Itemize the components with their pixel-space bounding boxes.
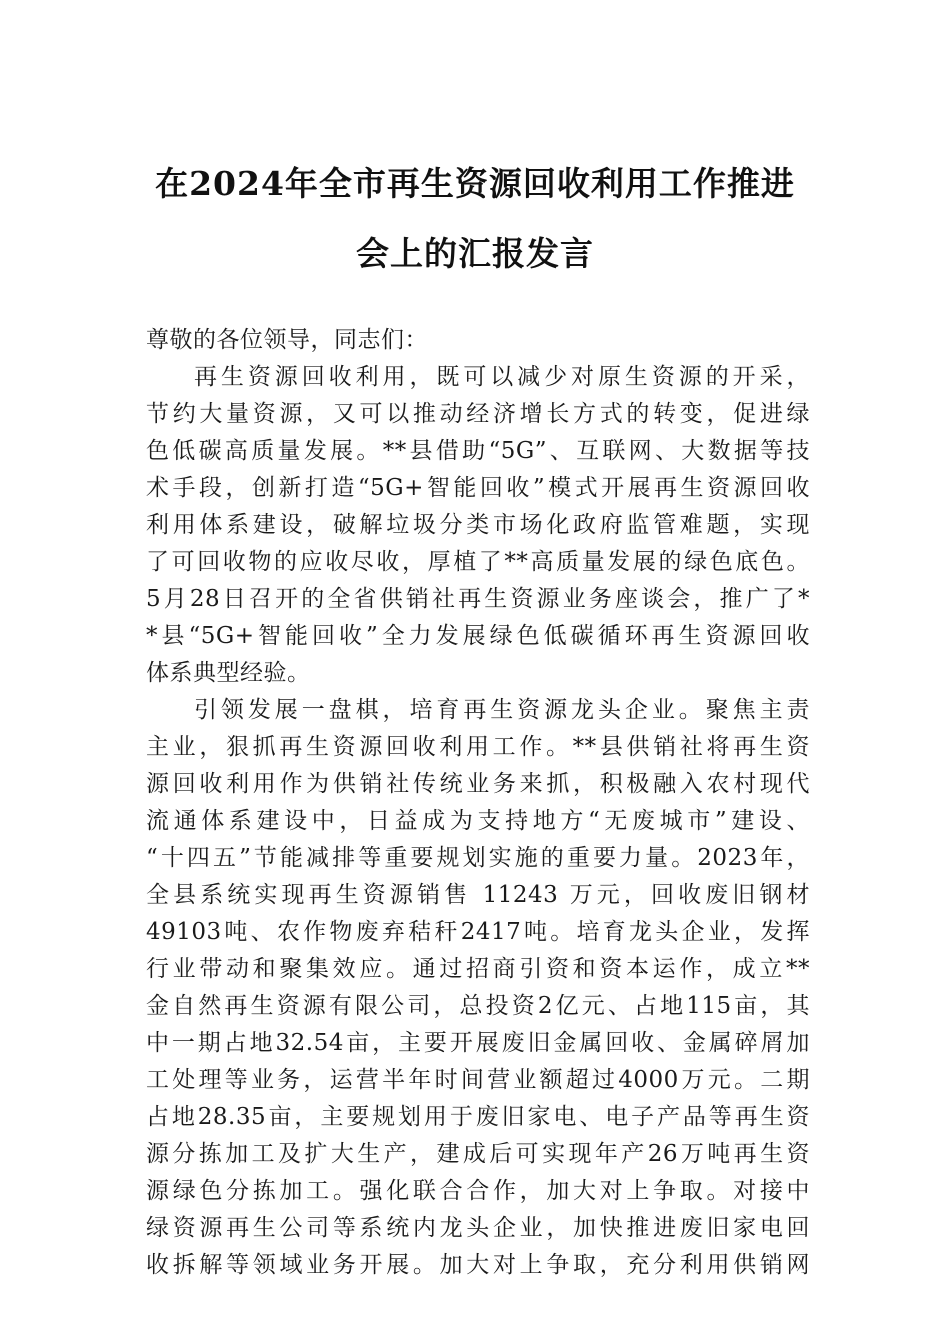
paragraph-1-line: 色低碳高质量发展。**县借助“5G”、互联网、大数据等技 bbox=[146, 438, 810, 464]
paragraph-2-line: 绿资源再生公司等系统内龙头企业，加快推进废旧家电回 bbox=[146, 1215, 810, 1241]
paragraph-2-line: 源回收利用作为供销社传统业务来抓，积极融入农村现代 bbox=[146, 771, 810, 797]
paragraph-2-line: 行业带动和聚集效应。通过招商引资和资本运作，成立** bbox=[146, 956, 810, 982]
paragraph-2-line: 流通体系建设中，日益成为支持地方“无废城市”建设、 bbox=[146, 808, 810, 834]
paragraph-1-line: 利用体系建设，破解垃圾分类市场化政府监管难题，实现 bbox=[146, 512, 810, 538]
paragraph-1-line: 术手段，创新打造“5G+智能回收”模式开展再生资源回收 bbox=[146, 475, 810, 501]
paragraph-2-line: 金自然再生资源有限公司，总投资2亿元、占地115亩，其 bbox=[146, 993, 810, 1019]
document-body bbox=[146, 322, 810, 1284]
paragraph-2-line: 49103吨、农作物废弃秸秆2417吨。培育龙头企业，发挥 bbox=[146, 919, 810, 945]
document-title-line-2: 会上的汇报发言 bbox=[356, 234, 594, 273]
paragraph-2-line: 源分拣加工及扩大生产，建成后可实现年产26万吨再生资 bbox=[146, 1141, 810, 1167]
paragraph-2-line: 收拆解等领域业务开展。加大对上争取，充分利用供销网 bbox=[146, 1252, 810, 1278]
paragraph-1-line: 节约大量资源，又可以推动经济增长方式的转变，促进绿 bbox=[146, 401, 810, 427]
salutation: 尊敬的各位领导，同志们： bbox=[146, 327, 428, 353]
paragraph-2-line: 源绿色分拣加工。强化联合合作，加大对上争取。对接中 bbox=[146, 1178, 810, 1204]
paragraph-1-line: *县“5G+智能回收”全力发展绿色低碳循环再生资源回收 bbox=[146, 623, 810, 649]
paragraph-2-line: 工处理等业务，运营半年时间营业额超过4000万元。二期 bbox=[146, 1067, 810, 1093]
paragraph-1-line: 5月28日召开的全省供销社再生资源业务座谈会，推广了* bbox=[146, 586, 810, 612]
document-title-line-1: 在2024年全市再生资源回收利用工作推进 bbox=[155, 164, 795, 203]
paragraph-1-line: 了可回收物的应收尽收，厚植了**高质量发展的绿色底色。 bbox=[146, 549, 810, 575]
paragraph-2-line: 主业，狠抓再生资源回收利用工作。**县供销社将再生资 bbox=[146, 734, 810, 760]
paragraph-1-line: 体系典型经验。 bbox=[146, 660, 311, 686]
paragraph-2-line: 全县系统实现再生资源销售 11243 万元，回收废旧钢材 bbox=[146, 882, 810, 908]
paragraph-2-line: 引领发展一盘棋，培育再生资源龙头企业。聚焦主责 bbox=[194, 697, 810, 723]
paragraph-1-line: 再生资源回收利用，既可以减少对原生资源的开采， bbox=[194, 364, 810, 390]
paragraph-2-line: 中一期占地32.54亩，主要开展废旧金属回收、金属碎屑加 bbox=[146, 1030, 810, 1056]
paragraph-2-line: “十四五”节能减排等重要规划实施的重要力量。2023年， bbox=[146, 845, 810, 871]
paragraph-2-line: 占地28.35亩，主要规划用于废旧家电、电子产品等再生资 bbox=[146, 1104, 810, 1130]
